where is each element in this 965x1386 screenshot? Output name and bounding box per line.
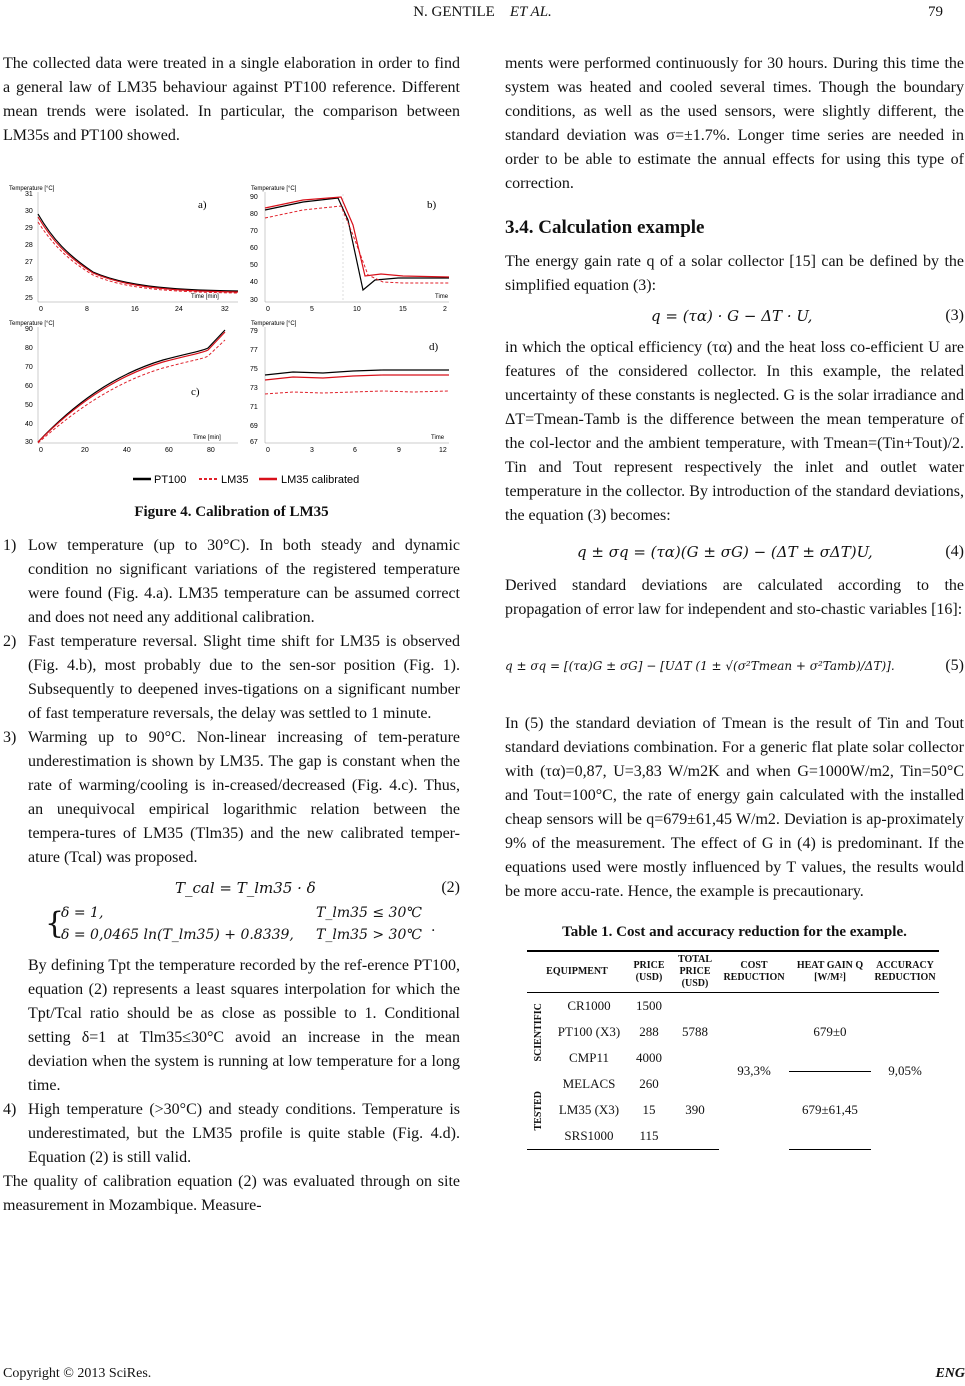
tick: 32 bbox=[221, 306, 229, 313]
page-number: 79 bbox=[928, 4, 943, 20]
tick: 90 bbox=[25, 326, 33, 333]
tick: 6 bbox=[353, 447, 357, 454]
tick: 60 bbox=[165, 447, 173, 454]
panel-d-tag: d) bbox=[429, 341, 439, 353]
header-authors: N. GENTILE ET AL. bbox=[413, 4, 552, 20]
tick: 8 bbox=[85, 306, 89, 313]
header-cell: TOTAL PRICE (USD) bbox=[671, 951, 719, 993]
table-header-row bbox=[527, 951, 939, 993]
table-cell: 390 bbox=[671, 1071, 719, 1150]
panel-d-ylabel: Temperature [°C] bbox=[251, 321, 297, 327]
group-label: TESTED bbox=[527, 1071, 551, 1150]
tick: 2 bbox=[443, 306, 447, 313]
panel-c-ylabel: Temperature [°C] bbox=[9, 321, 55, 327]
panel-b-tag: b) bbox=[427, 199, 437, 211]
table-cell: 288 bbox=[639, 1024, 659, 1039]
table-cell: PT100 (X3) bbox=[557, 1024, 621, 1039]
tick: 16 bbox=[131, 306, 139, 313]
tick: 70 bbox=[25, 364, 33, 371]
paragraph: The energy gain rate q of a solar collector [15] can be defined by the simplified equation (3): bbox=[505, 253, 964, 294]
header-cell: HEAT GAIN Q [W/M²] bbox=[789, 951, 871, 993]
equation-4: q ± σq = (τα)(G ± σG) − (ΔT ± σΔT)U, (4) bbox=[577, 543, 964, 561]
legend-lm35: LM35 bbox=[221, 474, 249, 486]
panel-b bbox=[250, 186, 449, 313]
panel-a-lm35-line bbox=[38, 222, 238, 293]
conditions-list-cont bbox=[3, 1098, 460, 1170]
panel-a-tag: a) bbox=[198, 199, 207, 211]
figure-legend bbox=[133, 474, 359, 486]
paragraph: In (5) the standard deviation of Tmean is the result of Tin and Tout standard deviations combination. For a generic flat plate solar collector with (τα)=0,87, U=3,83 W/m2K and when G=1000W/m2, Tin=50°C and Tout=100°C, the rate of energy gain calculated with the installed cheap sensors will be q=679±61,45 W/m2. Deviation is ap-proximately 9% of the measurement. The effect of G in (4) is predominant. If the equations used were mostly influenced by T values, the results would be more accu-rate. Hence, the example is precautionary. bbox=[505, 715, 964, 900]
paragraph: in which the optical efficiency (τα) and the heat loss co-efficient U are features of the considered collector. In this example, the related uncertainty of these constants is neglected. G is the solar irradiance and ΔT=Tmean-Tamb is the difference between the mean temperature of the col-lector and the ambient temperature, with Tmean=(Tin+Tout)/2. Tin and Tout represent respectively the inlet and outlet water temperature in the collector. By introduction of the standard deviations, the equation (3) becomes: bbox=[505, 339, 964, 524]
panel-d-xlabel: Time bbox=[431, 435, 445, 441]
tick: 80 bbox=[25, 345, 33, 352]
tick: 75 bbox=[250, 366, 258, 373]
figure-4-caption: Figure 4. Calibration of LM35 bbox=[134, 504, 329, 520]
tick: 9 bbox=[397, 447, 401, 454]
defining-paragraph: By defining Tpt the temperature recorded by the ref-erence PT100, equation (2) represents a least squares interpolation for which the Tpt/Tcal ratio should be as close as possible to 1. Conditional setting δ=1 at Tlm35≤30°C avoid an increase in the mean deviation when the system is running at low temperature for a long time. bbox=[28, 957, 460, 1094]
table-cell: MELACS bbox=[562, 1076, 616, 1091]
tick: 30 bbox=[250, 297, 258, 304]
tick: 29 bbox=[25, 225, 33, 232]
header-cell: PRICE (USD) bbox=[627, 951, 671, 993]
header-etal: ET AL. bbox=[509, 4, 552, 20]
quality-paragraph: The quality of calibration equation (2) was evaluated through on site measurement in Mozambique. Measure- bbox=[3, 1173, 460, 1214]
tick: 60 bbox=[250, 245, 258, 252]
tick: 77 bbox=[250, 347, 258, 354]
table-cell: SRS1000 bbox=[551, 1123, 627, 1150]
table-cell: CMP11 bbox=[569, 1050, 609, 1065]
tick: 26 bbox=[25, 276, 33, 283]
tick: 50 bbox=[25, 402, 33, 409]
tick: 60 bbox=[25, 383, 33, 390]
table-cell: 115 bbox=[627, 1123, 671, 1150]
panel-a bbox=[9, 186, 238, 313]
table-cell: 1500 bbox=[636, 998, 662, 1013]
table-1-caption: Table 1. Cost and accuracy reduction for the example. bbox=[562, 924, 907, 940]
panel-a-xlabel: Time [min] bbox=[191, 294, 219, 300]
list-item: 3) Warming up to 90°C. Non-linear increasing of tem-perature underestimation is shown by LM35. The gap is constant when the rate of warming/cooling is in-creased/decreased (Fig. 4.c). Thus, an unequivocal empirical logarithmic relation between the tempera-tures of LM35 (Tlm35) and the new calibrated temper-ature (Tcal) was proposed. bbox=[3, 729, 460, 866]
tick: 12 bbox=[439, 447, 447, 454]
tick: 0 bbox=[266, 447, 270, 454]
continued-paragraph: ments were performed continuously for 30 hours. During this time the system was heated and cooled several times. Though the boundary conditions, as well as the used sensors, were slightly different, the standard deviation was σ=±1.7%. Longer time series are needed in order to be able to estimate the annual effects for using this type of correction. bbox=[505, 55, 964, 192]
equation-2: T_cal = T_lm35 · δ (2) bbox=[175, 879, 460, 897]
tick: 67 bbox=[250, 439, 258, 446]
right-column bbox=[505, 52, 964, 1150]
table-cell: LM35 (X3) bbox=[558, 1102, 620, 1117]
tick: 30 bbox=[25, 208, 33, 215]
tick: 40 bbox=[250, 279, 258, 286]
table-cell: 93,3% bbox=[737, 1063, 771, 1079]
tick: 5 bbox=[310, 306, 314, 313]
panel-d-cal-line bbox=[265, 375, 449, 380]
tick: 40 bbox=[123, 447, 131, 454]
equation-5: q ± σq = [(τα)G ± σG] − [UΔT (1 ± √(σ²Tmean + σ²Tamb)/ΔT)]. (5) bbox=[505, 657, 964, 674]
tick: 15 bbox=[399, 306, 407, 313]
tick: 71 bbox=[250, 404, 258, 411]
page-footer bbox=[3, 1366, 965, 1382]
tick: 69 bbox=[250, 423, 258, 430]
table-cell: 4000 bbox=[636, 1050, 662, 1065]
tick: 79 bbox=[250, 328, 258, 335]
left-column bbox=[3, 52, 460, 1218]
tick: 25 bbox=[25, 295, 33, 302]
tick: 31 bbox=[25, 191, 33, 198]
table-cell: 679±0 bbox=[789, 993, 871, 1072]
figure-4-chart bbox=[3, 180, 460, 500]
equation-3: q = (τα) · G − ΔT · U, (3) bbox=[651, 307, 964, 325]
tick: 3 bbox=[310, 447, 314, 454]
section-title: 3.4. Calculation example bbox=[505, 217, 705, 238]
tick: 28 bbox=[25, 242, 33, 249]
legend-pt100: PT100 bbox=[154, 474, 187, 486]
tick: 20 bbox=[81, 447, 89, 454]
tick: 70 bbox=[250, 228, 258, 235]
panel-b-xlabel: Time bbox=[435, 294, 449, 300]
panel-c bbox=[9, 321, 238, 454]
panel-b-ylabel: Temperature [°C] bbox=[251, 186, 297, 192]
tick: 27 bbox=[25, 259, 33, 266]
panel-a-cal-line bbox=[38, 217, 238, 292]
tick: 30 bbox=[25, 439, 33, 446]
table-cell: CR1000 bbox=[567, 998, 611, 1013]
tick: 50 bbox=[250, 262, 258, 269]
table-cell: 679±61,45 bbox=[789, 1071, 871, 1150]
tick: 10 bbox=[353, 306, 361, 313]
tick: 0 bbox=[39, 306, 43, 313]
tick: 73 bbox=[250, 385, 258, 392]
panel-b-cal-line bbox=[265, 197, 449, 277]
table-cell: 15 bbox=[642, 1102, 656, 1117]
header-cell: EQUIPMENT bbox=[527, 951, 627, 993]
panel-a-ylabel: Temperature [°C] bbox=[9, 186, 55, 192]
table-cell: 260 bbox=[639, 1076, 659, 1091]
tick: 80 bbox=[250, 211, 258, 218]
tick: 40 bbox=[25, 421, 33, 428]
list-item: 1) Low temperature (up to 30°C). In both steady and dynamic condition no significant variations of the registered temperature were found (Fig. 4.a). LM35 temperature can be assumed correct and does not need any additional calibration. bbox=[3, 537, 460, 626]
panel-d-lm35-line bbox=[265, 391, 449, 394]
intro-paragraph: The collected data were treated in a single elaboration in order to find a general law of LM35 behaviour against PT100 reference. Different mean trends were isolated. In particular, the comparison between LM35s and PT100 showed. bbox=[3, 55, 460, 144]
panel-d-pt100-line bbox=[265, 370, 449, 375]
paragraph: Derived standard deviations are calculated according to the propagation of error law for independent and sto-chastic variables [16]: bbox=[505, 577, 964, 618]
panel-c-tag: c) bbox=[191, 386, 200, 398]
copyright-text: Copyright © 2013 SciRes. bbox=[3, 1366, 152, 1381]
group-label: SCIENTIFIC bbox=[533, 1002, 544, 1061]
tick: 24 bbox=[175, 306, 183, 313]
panel-c-xlabel: Time [min] bbox=[193, 435, 221, 441]
tick: 80 bbox=[207, 447, 215, 454]
table-row bbox=[527, 993, 939, 1020]
list-item: 4) High temperature (>30°C) and steady conditions. Temperature is underestimated, but the LM35 profile is quite stable (Fig. 4.d). Equation (2) is still valid. bbox=[3, 1101, 460, 1166]
list-item: 2) Fast temperature reversal. Slight time shift for LM35 is observed (Fig. 4.b), most probably due to the sen-sor position (Fig. 1). Subsequently to deepened inves-tigations on a significant number of fast temperature reversals, the delay was settled to 1 minute. bbox=[3, 633, 460, 722]
legend-lm35-calibrated: LM35 calibrated bbox=[281, 474, 360, 486]
tick: 90 bbox=[250, 194, 258, 201]
conditions-list bbox=[3, 534, 460, 870]
table-cell: 5788 bbox=[682, 1024, 708, 1039]
figure-4 bbox=[3, 180, 460, 510]
journal-label: ENG bbox=[935, 1366, 965, 1381]
tick: 0 bbox=[266, 306, 270, 313]
header-cell: ACCURACY REDUCTION bbox=[871, 951, 939, 993]
tick: 0 bbox=[39, 447, 43, 454]
panel-d bbox=[250, 321, 449, 454]
table-1 bbox=[527, 950, 939, 1150]
equation-2-cases: { δ = 1, T_lm35 ≤ 30℃ δ = 0,0465 ln(T_lm35) + 0.8339, T_lm35 > 30℃ . bbox=[45, 905, 436, 943]
header-cell: COST REDUCTION bbox=[719, 951, 789, 993]
panel-a-pt100-line bbox=[38, 214, 238, 291]
table-cell: 9,05% bbox=[888, 1063, 922, 1079]
